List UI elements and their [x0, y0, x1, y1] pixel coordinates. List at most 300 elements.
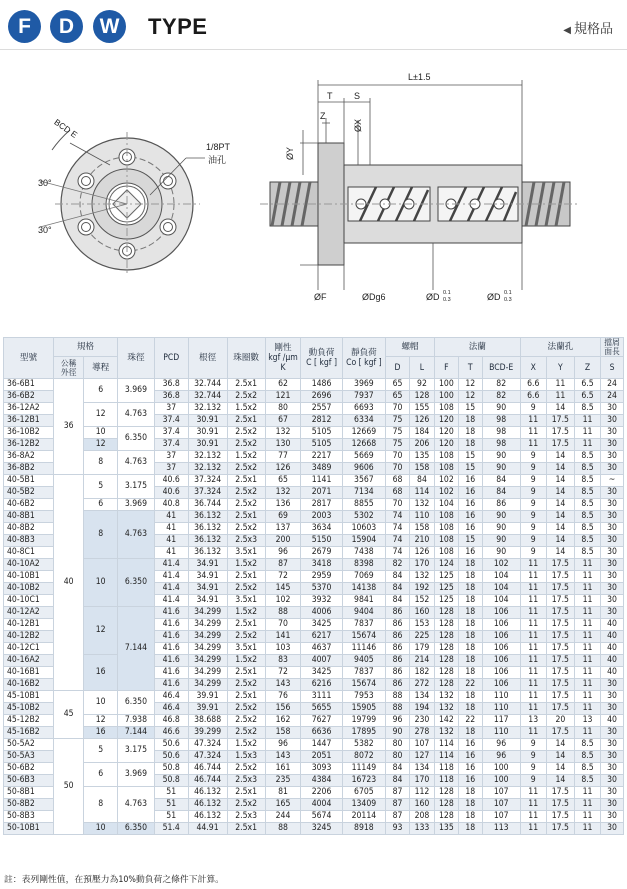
table-cell: 8.5 — [574, 463, 600, 475]
table-cell: 108 — [434, 463, 458, 475]
table-cell: 161 — [265, 763, 301, 775]
model-cell: 40-8B3 — [4, 535, 54, 547]
table-cell: 82 — [482, 379, 520, 391]
table-cell: 12 — [84, 715, 118, 727]
table-cell: 108 — [434, 547, 458, 559]
table-cell: 30 — [601, 739, 624, 751]
table-cell: 110 — [409, 511, 434, 523]
table-cell: 22 — [458, 715, 482, 727]
table-cell: 194 — [409, 703, 434, 715]
table-cell: 128 — [434, 667, 458, 679]
table-cell: 7.144 — [118, 607, 155, 691]
table-cell: 86 — [386, 607, 410, 619]
table-cell: 34.91 — [188, 583, 227, 595]
table-cell: 75 — [386, 439, 410, 451]
table-cell: 2.5x2 — [227, 487, 265, 499]
table-cell: 18 — [458, 823, 482, 835]
table-cell: 11149 — [342, 763, 385, 775]
table-cell: 17.5 — [546, 679, 574, 691]
table-cell: 34.299 — [188, 619, 227, 631]
table-cell: 30 — [601, 523, 624, 535]
table-cell: 108 — [434, 451, 458, 463]
table-cell: 12 — [458, 391, 482, 403]
x-label: ØX — [353, 118, 363, 132]
table-cell: 17.5 — [546, 643, 574, 655]
table-cell: 96 — [386, 715, 410, 727]
d-tol-up-right: 0.1 — [504, 290, 512, 296]
table-cell: 2206 — [301, 787, 342, 799]
table-cell: 160 — [409, 607, 434, 619]
th-nut: 螺帽 — [386, 338, 435, 357]
table-cell: 82 — [386, 559, 410, 571]
table-cell: 22 — [458, 679, 482, 691]
table-row — [4, 823, 624, 835]
table-cell: 120 — [434, 439, 458, 451]
model-cell: 36-6B1 — [4, 379, 54, 391]
angle-label-bottom: 30° — [38, 225, 52, 235]
table-cell: 17.5 — [546, 607, 574, 619]
table-cell: 15674 — [342, 631, 385, 643]
table-cell: 11 — [520, 595, 546, 607]
table-cell: 132 — [434, 727, 458, 739]
back-to-spec-link[interactable] — [563, 18, 613, 37]
table-row — [4, 559, 624, 571]
th-flange-hole: 法蘭孔 — [520, 338, 600, 357]
table-cell: 30 — [601, 559, 624, 571]
table-cell: 40 — [53, 475, 83, 691]
badge-w: W — [93, 10, 126, 43]
table-cell: 104 — [482, 583, 520, 595]
table-cell: 32.744 — [188, 391, 227, 403]
table-cell: 11 — [574, 727, 600, 739]
table-cell: 11 — [520, 811, 546, 823]
table-cell: 76 — [265, 691, 301, 703]
table-cell: 30 — [601, 547, 624, 559]
table-cell: 18 — [458, 643, 482, 655]
model-cell: 36-6B2 — [4, 391, 54, 403]
table-cell: 11 — [574, 667, 600, 679]
table-cell: 41.4 — [154, 571, 188, 583]
table-cell: 17.5 — [546, 631, 574, 643]
th-t: T — [458, 357, 482, 379]
table-row — [4, 499, 624, 511]
table-cell: 244 — [265, 811, 301, 823]
table-cell: 17895 — [342, 727, 385, 739]
table-cell: 9 — [520, 499, 546, 511]
table-cell: 1141 — [301, 475, 342, 487]
table-cell: 30 — [601, 763, 624, 775]
table-cell: 37 — [154, 403, 188, 415]
table-cell: 156 — [265, 703, 301, 715]
table-cell: 10 — [84, 823, 118, 835]
table-cell: 2959 — [301, 571, 342, 583]
table-cell: 152 — [409, 595, 434, 607]
table-cell: 11 — [574, 787, 600, 799]
table-cell: 17.5 — [546, 619, 574, 631]
model-cell: 36-12A2 — [4, 403, 54, 415]
table-cell: 36.132 — [188, 547, 227, 559]
table-cell: 110 — [482, 727, 520, 739]
table-cell: 9 — [520, 523, 546, 535]
table-cell: 36.8 — [154, 391, 188, 403]
th-z: Z — [574, 357, 600, 379]
table-cell: 11 — [574, 691, 600, 703]
table-cell: 5105 — [301, 439, 342, 451]
table-cell: 104 — [482, 571, 520, 583]
table-cell: 41 — [154, 547, 188, 559]
table-cell: 14 — [546, 475, 574, 487]
table-cell: 9404 — [342, 607, 385, 619]
table-cell: 8.5 — [574, 763, 600, 775]
table-cell: 87 — [265, 559, 301, 571]
table-cell: 86 — [386, 679, 410, 691]
table-cell: 106 — [482, 655, 520, 667]
table-cell: 1.5x2 — [227, 739, 265, 751]
table-cell: 208 — [409, 811, 434, 823]
th-root: 根徑 — [188, 338, 227, 379]
table-cell: 1447 — [301, 739, 342, 751]
table-cell: 128 — [409, 391, 434, 403]
th-lead: 導程 — [84, 357, 118, 379]
table-cell: 107 — [482, 799, 520, 811]
table-cell: 2.5x1 — [227, 619, 265, 631]
table-cell: 5674 — [301, 811, 342, 823]
table-cell: 18 — [458, 619, 482, 631]
model-cell: 40-12B1 — [4, 619, 54, 631]
table-cell: 46.744 — [188, 763, 227, 775]
table-cell: 11 — [574, 811, 600, 823]
th-static-load: 靜負荷 Co [ kgf ] — [342, 338, 385, 379]
model-cell: 45-12B2 — [4, 715, 54, 727]
d-label-right: ØD — [487, 292, 501, 302]
table-cell: 145 — [265, 583, 301, 595]
table-row — [4, 763, 624, 775]
table-cell: 18 — [458, 667, 482, 679]
table-cell: 18 — [458, 727, 482, 739]
table-cell: 15674 — [342, 679, 385, 691]
z-label: Z — [320, 111, 326, 121]
table-cell: 5 — [84, 475, 118, 499]
table-row — [4, 379, 624, 391]
table-cell: 1.5x3 — [227, 751, 265, 763]
table-cell: 9 — [520, 451, 546, 463]
table-cell: 4637 — [301, 643, 342, 655]
table-cell: 170 — [409, 775, 434, 787]
table-row — [4, 715, 624, 727]
table-cell: 30 — [601, 499, 624, 511]
table-cell: 14 — [546, 739, 574, 751]
technical-drawing — [0, 55, 627, 323]
table-cell: 2.5x1 — [227, 415, 265, 427]
table-cell: 40 — [601, 631, 624, 643]
table-cell: 1.5x2 — [227, 655, 265, 667]
table-cell: 108 — [434, 523, 458, 535]
th-f: F — [434, 357, 458, 379]
table-cell: 50.8 — [154, 775, 188, 787]
table-cell: 106 — [482, 667, 520, 679]
table-cell: 70 — [386, 499, 410, 511]
table-cell: 120 — [434, 415, 458, 427]
table-cell: 179 — [409, 643, 434, 655]
table-cell: 83 — [265, 655, 301, 667]
table-cell: 11 — [574, 703, 600, 715]
table-cell: 3093 — [301, 763, 342, 775]
table-row — [4, 739, 624, 751]
table-cell: 11 — [520, 727, 546, 739]
table-cell: 2696 — [301, 391, 342, 403]
table-cell: 110 — [482, 691, 520, 703]
table-cell: 125 — [434, 583, 458, 595]
model-cell: 40-12B2 — [4, 631, 54, 643]
table-cell: 120 — [434, 427, 458, 439]
table-cell: 4.763 — [118, 451, 155, 475]
table-cell: 118 — [434, 763, 458, 775]
th-ball: 珠徑 — [118, 338, 155, 379]
table-cell: 3.5x1 — [227, 595, 265, 607]
table-cell: 17.5 — [546, 691, 574, 703]
table-cell: 39.299 — [188, 727, 227, 739]
table-cell: 7438 — [342, 547, 385, 559]
table-cell: 125 — [434, 595, 458, 607]
table-cell: 88 — [265, 823, 301, 835]
flange-front-view — [40, 130, 205, 276]
table-cell: 128 — [434, 655, 458, 667]
oil-hole-label: 油孔 — [208, 155, 227, 165]
table-cell: 128 — [434, 679, 458, 691]
table-cell: 3567 — [342, 475, 385, 487]
table-cell: 39.91 — [188, 703, 227, 715]
table-cell: 30 — [601, 727, 624, 739]
table-cell: 11 — [574, 595, 600, 607]
table-cell: 18 — [458, 799, 482, 811]
table-cell: 86 — [482, 499, 520, 511]
table-row — [4, 427, 624, 439]
model-cell: 40-16B1 — [4, 667, 54, 679]
table-cell: 2.5x1 — [227, 511, 265, 523]
header-divider — [0, 49, 627, 50]
table-cell: 3425 — [301, 667, 342, 679]
table-cell: 225 — [409, 631, 434, 643]
table-cell: 100 — [482, 763, 520, 775]
table-cell: 2.5x1 — [227, 379, 265, 391]
table-cell: 8 — [84, 787, 118, 823]
table-cell: 8.5 — [574, 535, 600, 547]
table-cell: 51 — [154, 811, 188, 823]
table-cell: 5655 — [301, 703, 342, 715]
dg6-label: ØDg6 — [362, 292, 386, 302]
table-cell: 32.132 — [188, 463, 227, 475]
table-cell: 30 — [601, 415, 624, 427]
table-cell: 65 — [386, 391, 410, 403]
table-cell: 3.5x1 — [227, 547, 265, 559]
table-cell: 40.6 — [154, 475, 188, 487]
table-cell: 18 — [458, 439, 482, 451]
table-cell: 2.5x2 — [227, 499, 265, 511]
table-cell: 9 — [520, 535, 546, 547]
table-cell: 96 — [265, 739, 301, 751]
table-cell: 36.132 — [188, 535, 227, 547]
table-cell: 17.5 — [546, 595, 574, 607]
model-cell: 40-16A2 — [4, 655, 54, 667]
table-cell: 80 — [386, 751, 410, 763]
table-cell: 40 — [601, 715, 624, 727]
model-cell: 40-5B2 — [4, 487, 54, 499]
table-cell: 40 — [601, 643, 624, 655]
table-cell: 8855 — [342, 499, 385, 511]
table-cell: 2.5x1 — [227, 571, 265, 583]
table-cell: 16 — [458, 487, 482, 499]
table-cell: 3245 — [301, 823, 342, 835]
d-label-mid: ØD — [426, 292, 440, 302]
model-cell: 45-10B1 — [4, 691, 54, 703]
table-cell: 30 — [601, 571, 624, 583]
table-cell: 30 — [601, 595, 624, 607]
table-cell: 141 — [265, 631, 301, 643]
table-cell: 14 — [546, 463, 574, 475]
table-cell: 108 — [434, 535, 458, 547]
table-cell: 10 — [84, 427, 118, 439]
table-cell: 88 — [386, 691, 410, 703]
table-cell: 90 — [386, 727, 410, 739]
table-row — [4, 511, 624, 523]
table-row — [4, 475, 624, 487]
table-cell: 106 — [482, 631, 520, 643]
table-cell: 11 — [520, 655, 546, 667]
table-cell: 11 — [574, 655, 600, 667]
table-cell: 11 — [574, 559, 600, 571]
table-cell: 50 — [53, 739, 83, 835]
model-cell: 40-10C1 — [4, 595, 54, 607]
s-label: S — [354, 91, 361, 101]
table-cell: 11 — [520, 691, 546, 703]
table-cell: 3969 — [342, 379, 385, 391]
table-cell: 90 — [482, 403, 520, 415]
table-cell: 1.5x2 — [227, 607, 265, 619]
model-cell: 40-12C1 — [4, 643, 54, 655]
table-cell: 106 — [482, 643, 520, 655]
table-cell: 11 — [520, 559, 546, 571]
table-cell: 17.5 — [546, 799, 574, 811]
table-cell: 6.350 — [118, 823, 155, 835]
table-cell: 2.5x2 — [227, 523, 265, 535]
table-cell: 30 — [601, 751, 624, 763]
table-cell: 34.299 — [188, 631, 227, 643]
table-cell: 100 — [434, 391, 458, 403]
table-cell: 107 — [482, 787, 520, 799]
table-cell: 80 — [386, 739, 410, 751]
model-cell: 36-8B2 — [4, 463, 54, 475]
table-cell: 2.5x2 — [227, 631, 265, 643]
table-cell: 16 — [458, 475, 482, 487]
table-cell: 2557 — [301, 403, 342, 415]
table-cell: 6.6 — [520, 391, 546, 403]
table-cell: 13409 — [342, 799, 385, 811]
table-cell: 107 — [409, 739, 434, 751]
table-cell: 2679 — [301, 547, 342, 559]
table-cell: 40.6 — [154, 487, 188, 499]
table-cell: 18 — [458, 583, 482, 595]
table-cell: 7953 — [342, 691, 385, 703]
table-cell: 41 — [154, 535, 188, 547]
th-x: X — [520, 357, 546, 379]
th-model: 型號 — [4, 338, 54, 379]
table-cell: 2812 — [301, 415, 342, 427]
th-nominal: 公稱 外徑 — [53, 357, 83, 379]
table-cell: 14 — [546, 547, 574, 559]
table-cell: 102 — [265, 595, 301, 607]
table-cell: 2217 — [301, 451, 342, 463]
table-cell: 2.5x2 — [227, 391, 265, 403]
table-cell: 90 — [482, 463, 520, 475]
table-cell: 11 — [574, 679, 600, 691]
table-cell: 30 — [601, 691, 624, 703]
table-cell: 6.350 — [118, 691, 155, 715]
table-cell: 6693 — [342, 403, 385, 415]
table-cell: 11 — [574, 823, 600, 835]
table-cell: 100 — [434, 379, 458, 391]
table-cell: 11 — [520, 619, 546, 631]
back-link-label: 規格品 — [573, 21, 613, 36]
model-cell: 36-12B1 — [4, 415, 54, 427]
table-cell: 11 — [520, 439, 546, 451]
table-cell: 106 — [482, 607, 520, 619]
table-cell: 11 — [520, 799, 546, 811]
table-cell: 14 — [546, 763, 574, 775]
model-cell: 40-8B2 — [4, 523, 54, 535]
table-cell: 158 — [409, 523, 434, 535]
table-cell: 15 — [458, 463, 482, 475]
table-cell: 15 — [458, 535, 482, 547]
table-cell: 74 — [386, 523, 410, 535]
th-spec: 規格 — [53, 338, 117, 357]
model-cell: 50-5A2 — [4, 739, 54, 751]
table-cell: 14 — [546, 451, 574, 463]
pt-label: 1/8PT — [206, 142, 231, 152]
table-cell: 17.5 — [546, 439, 574, 451]
table-cell: 158 — [409, 463, 434, 475]
th-l: L — [409, 357, 434, 379]
table-row — [4, 607, 624, 619]
table-cell: 30 — [601, 583, 624, 595]
table-cell: 8.5 — [574, 487, 600, 499]
table-cell: 17.5 — [546, 427, 574, 439]
table-cell: 10 — [84, 559, 118, 607]
f-label: ØF — [314, 292, 327, 302]
table-cell: 84 — [386, 763, 410, 775]
table-cell: 30 — [601, 703, 624, 715]
table-cell: 2.5x3 — [227, 535, 265, 547]
table-cell: 84 — [409, 475, 434, 487]
table-cell: 30 — [601, 535, 624, 547]
type-title: TYPE — [148, 14, 208, 39]
table-cell: 16 — [458, 511, 482, 523]
table-cell: 18 — [458, 631, 482, 643]
table-cell: 11 — [520, 823, 546, 835]
table-cell: 14 — [546, 751, 574, 763]
table-cell: 30 — [601, 787, 624, 799]
table-cell: 5105 — [301, 427, 342, 439]
table-cell: 6.350 — [118, 427, 155, 451]
table-cell: 12668 — [342, 439, 385, 451]
table-cell: 19799 — [342, 715, 385, 727]
table-cell: 124 — [434, 559, 458, 571]
table-cell: 90 — [482, 547, 520, 559]
table-cell: 30 — [601, 487, 624, 499]
table-cell: 1486 — [301, 379, 342, 391]
table-cell: 2.5x2 — [227, 583, 265, 595]
table-cell: 16 — [458, 775, 482, 787]
table-cell: 113 — [482, 823, 520, 835]
